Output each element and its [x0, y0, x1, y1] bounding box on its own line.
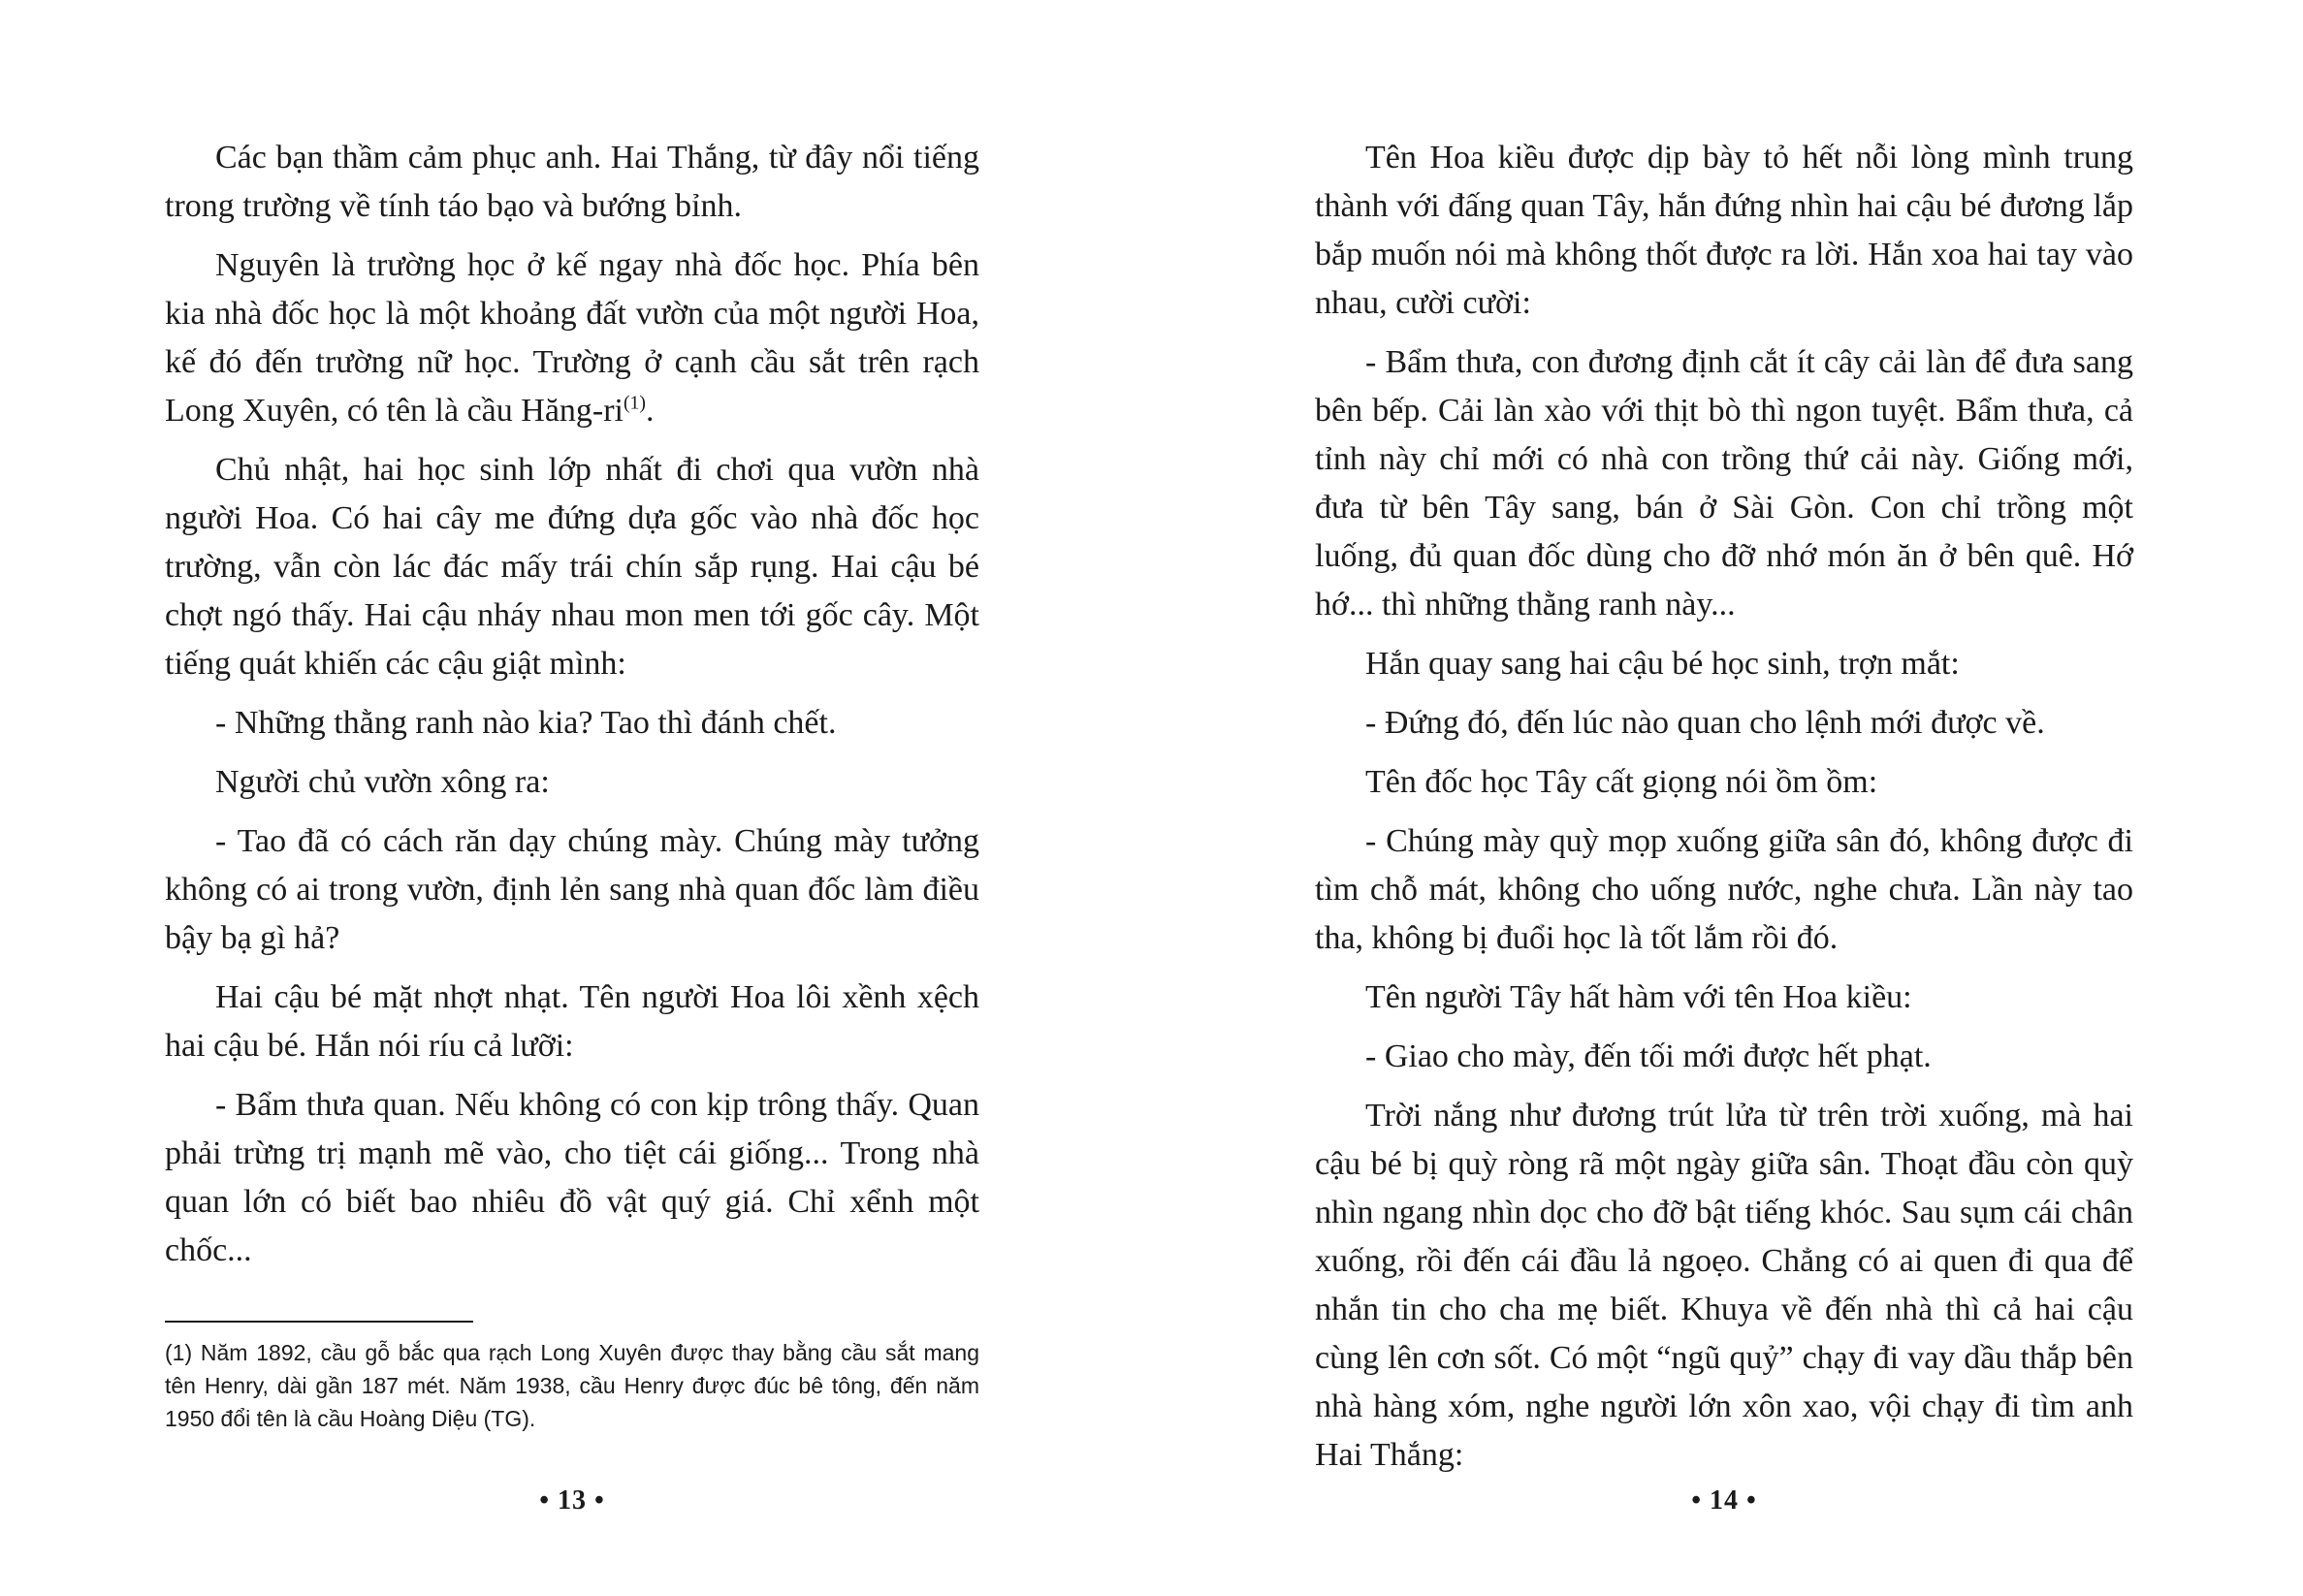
paragraph: Chủ nhật, hai học sinh lớp nhất đi chơi qua vườn nhà người Hoa. Có hai cây me đứng dựa gốc vào nhà đốc học trường, vẫn còn lác đác mấy trái chín sắp rụng. Hai cậu bé chợt ngó thấy. Hai cậu nháy nhau mon men tới gốc cây. Một tiếng quát khiến các cậu giật mình:	[165, 452, 979, 682]
paragraph: - Giao cho mày, đến tối mới được hết phạt.	[1365, 1038, 1932, 1074]
paragraph: Hai cậu bé mặt nhợt nhạt. Tên người Hoa lôi xềnh xệch hai cậu bé. Hắn nói ríu cả lưỡi:	[165, 979, 979, 1064]
footnote-ref: (1)	[624, 392, 646, 414]
paragraph: Tên người Tây hất hàm với tên Hoa kiều:	[1365, 979, 1912, 1015]
paragraph: - Bẩm thưa quan. Nếu không có con kịp trông thấy. Quan phải trừng trị mạnh mẽ vào, cho tiệt cái giống... Trong nhà quan lớn có biết bao nhiêu đồ vật quý giá. Chỉ xểnh một chốc...	[165, 1087, 979, 1268]
paragraph: Tên đốc học Tây cất giọng nói ồm ồm:	[1365, 764, 1878, 800]
paragraph: Nguyên là trường học ở kế ngay nhà đốc học. Phía bên kia nhà đốc học là một khoảng đất vườn của một người Hoa, kế đó đến trường nữ học. Trường ở cạnh cầu sắt trên rạch Long Xuyên, có tên là cầu Hăng-$ri^{(1)}$.	[165, 247, 979, 429]
paragraph: Trời nắng như đương trút lửa từ trên trời xuống, mà hai cậu bé bị quỳ ròng rã một ngày giữa sân. Thoạt đầu còn quỳ nhìn ngang nhìn dọc cho đỡ bật tiếng khóc. Sau sụm cái chân xuống, rồi đến cái đầu lả ngoẹo. Chẳng có ai quen đi qua để nhắn tin cho cha mẹ biết. Khuya về đến nhà thì cả hai cậu cùng lên cơn sốt. Có một “ngũ quỷ” chạy đi vay dầu thắp bên nhà hàng xóm, nghe người lớn xôn xao, vội chạy đi tìm anh Hai Thắng:	[1315, 1098, 2133, 1473]
paragraph: - Những thằng ranh nào kia? Tao thì đánh chết.	[215, 705, 837, 741]
paragraph: - Bẩm thưa, con đương định cắt ít cây cải làn để đưa sang bên bếp. Cải làn xào với thịt bò thì ngon tuyệt. Bẩm thưa, cả tỉnh này chỉ mới có nhà con trồng thứ cải này. Giống mới, đưa từ bên Tây sang, bán ở Sài Gòn. Con chỉ trồng một luống, đủ quan đốc dùng cho đỡ nhớ món ăn ở bên quê. Hớ hớ... thì những thằng ranh này...	[1315, 344, 2133, 622]
paragraph: Các bạn thầm cảm phục anh. Hai Thắng, từ đây nổi tiếng trong trường về tính táo bạo và bướng bỉnh.	[165, 140, 979, 224]
paragraph: Tên Hoa kiều được dịp bày tỏ hết nỗi lòng mình trung thành với đấng quan Tây, hắn đứng nhìn hai cậu bé đương lắp bắp muốn nói mà không thốt được ra lời. Hắn xoa hai tay vào nhau, cười cười:	[1315, 140, 2133, 321]
page-number-13: • 13 •	[539, 1485, 605, 1516]
page-number-14: • 14 •	[1691, 1485, 1757, 1516]
paragraph: - Đứng đó, đến lúc nào quan cho lệnh mới được về.	[1365, 705, 2045, 741]
paragraph: Hắn quay sang hai cậu bé học sinh, trợn mắt:	[1365, 646, 1960, 682]
footnote-block	[165, 1321, 979, 1435]
footnote-rule	[165, 1321, 473, 1323]
paragraph: - Chúng mày quỳ mọp xuống giữa sân đó, không được đi tìm chỗ mát, không cho uống nước, nghe chưa. Lần này tao tha, không bị đuổi học là tốt lắm rồi đó.	[1315, 823, 2133, 956]
page-14-text-block	[1315, 134, 2133, 1490]
page-13-text-block	[165, 134, 979, 1286]
footnote-text: (1) Năm 1892, cầu gỗ bắc qua rạch Long Xuyên được thay bằng cầu sắt mang tên Henry, dài gần 187 mét. Năm 1938, cầu Henry được đúc bê tông, đến năm 1950 đổi tên là cầu Hoàng Diệu (TG).	[165, 1340, 979, 1431]
paragraph: Người chủ vườn xông ra:	[215, 764, 550, 800]
paragraph: - Tao đã có cách răn dạy chúng mày. Chúng mày tưởng không có ai trong vườn, định lẻn sang nhà quan đốc làm điều bậy bạ gì hả?	[165, 823, 979, 956]
